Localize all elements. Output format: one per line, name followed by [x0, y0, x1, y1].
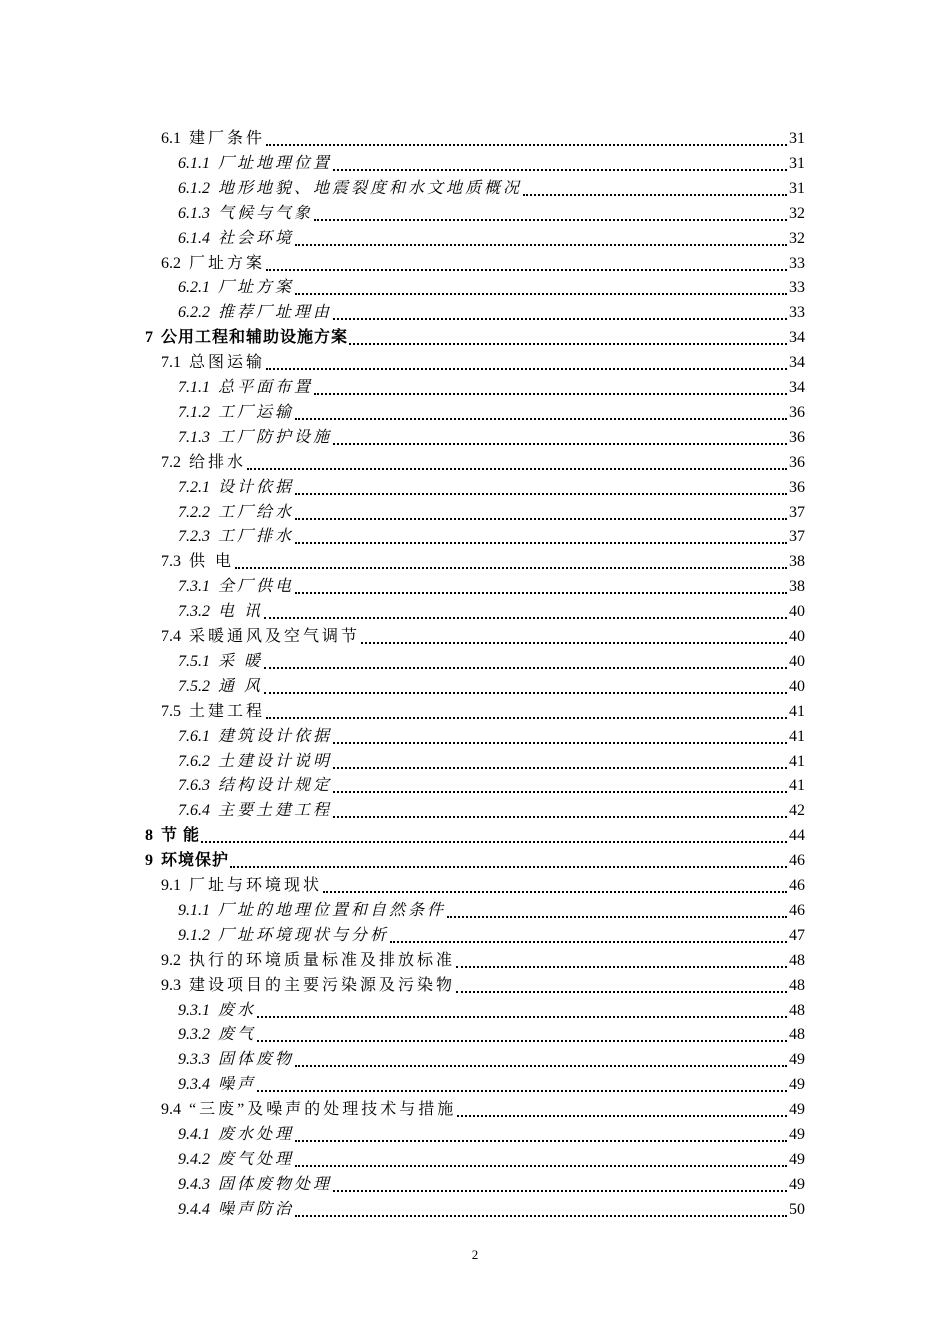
toc-entry[interactable] [178, 423, 805, 448]
toc-entry-title: 固体废物 [218, 1051, 295, 1069]
toc-entry[interactable] [178, 149, 805, 174]
toc-entry[interactable] [161, 448, 805, 473]
toc-entry-title: 工厂给水 [218, 503, 295, 521]
toc-entry-title: 采 暖 [218, 652, 264, 670]
toc-entry-number: 7.6.1 [178, 727, 210, 745]
dot-leader [266, 707, 787, 719]
toc-entry-page: 46 [789, 852, 805, 870]
toc-entry-page: 32 [789, 204, 805, 222]
toc-entry[interactable] [145, 323, 805, 348]
toc-entry[interactable] [145, 846, 805, 871]
toc-entry-title: 工厂排水 [218, 528, 295, 546]
toc-entry[interactable] [161, 971, 805, 996]
dot-leader [295, 582, 787, 594]
dot-leader [361, 632, 787, 644]
toc-entry[interactable] [178, 398, 805, 423]
dot-leader [247, 458, 787, 470]
toc-entry-number: 7.3.2 [178, 603, 210, 621]
toc-entry-number: 7.3 [161, 553, 181, 571]
toc-entry[interactable] [178, 174, 805, 199]
dot-leader [295, 408, 787, 420]
toc-entry-page: 33 [789, 304, 805, 322]
toc-entry[interactable] [178, 597, 805, 622]
toc-entry-title: 总图运输 [189, 354, 266, 372]
dot-leader [264, 607, 787, 619]
toc-entry[interactable] [178, 498, 805, 523]
toc-entry-title: 工厂防护设施 [218, 428, 333, 446]
toc-entry-page: 50 [789, 1200, 805, 1218]
toc-entry[interactable] [161, 622, 805, 647]
toc-entry[interactable] [178, 647, 805, 672]
toc-entry-page: 34 [789, 354, 805, 372]
dot-leader [333, 781, 787, 793]
dot-leader [295, 283, 787, 295]
toc-entry-title: 废气处理 [218, 1150, 295, 1168]
toc-entry-page: 33 [789, 254, 805, 272]
toc-entry[interactable] [178, 298, 805, 323]
toc-entry-page: 49 [789, 1150, 805, 1168]
toc-entry-number: 9.4.3 [178, 1175, 210, 1193]
toc-entry[interactable] [178, 1020, 805, 1045]
toc-entry-page: 31 [789, 130, 805, 147]
toc-entry-number: 7.6.4 [178, 802, 210, 820]
toc-entry[interactable] [178, 572, 805, 597]
dot-leader [333, 159, 787, 171]
toc-entry[interactable] [161, 249, 805, 274]
toc-entry[interactable] [161, 871, 805, 896]
toc-entry-page: 49 [789, 1175, 805, 1193]
dot-leader [456, 956, 787, 968]
dot-leader [333, 806, 787, 818]
toc-entry-number: 7.5.2 [178, 677, 210, 695]
toc-entry[interactable] [178, 996, 805, 1021]
toc-entry-number: 6.1.4 [178, 229, 210, 247]
toc-entry-page: 34 [789, 329, 805, 347]
toc-entry[interactable] [161, 1095, 805, 1120]
toc-entry[interactable] [178, 1045, 805, 1070]
toc-entry[interactable] [161, 348, 805, 373]
toc-entry-page: 40 [789, 603, 805, 621]
toc-entry-number: 6.2 [161, 254, 181, 272]
toc-entry-number: 9.3.3 [178, 1051, 210, 1069]
toc-entry[interactable] [178, 1070, 805, 1095]
toc-entry-number: 7.6.2 [178, 752, 210, 770]
toc-entry-page: 41 [789, 727, 805, 745]
page-number: 2 [471, 1247, 479, 1262]
toc-entry-title: 给排水 [189, 453, 247, 471]
toc-entry-title: 执行的环境质量标准及排放标准 [189, 951, 456, 969]
toc-entry-title: 采暖通风及空气调节 [189, 628, 361, 645]
toc-entry-page: 37 [789, 503, 805, 521]
toc-entry-number: 7.2.2 [178, 503, 210, 521]
toc-entry-title: 废气 [218, 1026, 257, 1044]
toc-entry-title: 厂址方案 [218, 279, 295, 297]
toc-entry[interactable] [178, 896, 805, 921]
toc-entry-number: 7 [145, 329, 153, 347]
toc-entry[interactable] [178, 921, 805, 946]
toc-entry[interactable] [178, 672, 805, 697]
toc-entry-number: 9.3.2 [178, 1026, 210, 1044]
toc-entry-title: 气候与气象 [218, 204, 314, 222]
dot-leader [295, 508, 787, 520]
toc-entry-page: 36 [789, 453, 805, 471]
toc-entry-number: 7.4 [161, 628, 181, 645]
toc-entry-page: 38 [789, 553, 805, 571]
toc-entry-number: 7.3.1 [178, 578, 210, 596]
toc-entry-number: 7.1 [161, 354, 181, 372]
toc-entry-title: 建设项目的主要污染源及污染物 [189, 976, 456, 994]
toc-entry-title: 全厂供电 [218, 578, 295, 596]
toc-entry[interactable] [178, 373, 805, 398]
toc-entry-number: 6.1 [161, 130, 181, 147]
dot-leader [257, 1080, 787, 1092]
toc-entry[interactable] [178, 522, 805, 547]
toc-entry-title: 公用工程和辅助设施方案 [161, 329, 349, 347]
dot-leader [349, 333, 787, 345]
toc-entry[interactable] [161, 124, 805, 149]
toc-entry-title: 通 风 [218, 677, 264, 695]
dot-leader [257, 1030, 787, 1042]
dot-leader [314, 209, 787, 221]
toc-entry-page: 42 [789, 802, 805, 820]
toc-entry-number: 7.6.3 [178, 777, 210, 795]
toc-entry-title: 固体废物处理 [218, 1175, 333, 1193]
toc-entry-page: 36 [789, 428, 805, 446]
toc-entry[interactable] [178, 1170, 805, 1195]
dot-leader [333, 757, 787, 769]
toc-entry[interactable] [161, 697, 805, 722]
toc-entry-page: 36 [789, 403, 805, 421]
toc-entry-page: 48 [789, 1026, 805, 1044]
dot-leader [295, 532, 787, 544]
toc-entry-page: 46 [789, 877, 805, 894]
dot-leader [235, 557, 787, 569]
toc-entry-number: 7.5.1 [178, 652, 210, 670]
toc-entry-title: 土建设计说明 [218, 752, 333, 770]
toc-entry-number: 7.5 [161, 702, 181, 720]
toc-entry-title: 厂址地理位置 [218, 154, 333, 172]
toc-entry-page: 38 [789, 578, 805, 596]
toc-entry-title: 工厂运输 [218, 403, 295, 421]
dot-leader [295, 1155, 787, 1167]
toc-entry-page: 40 [789, 677, 805, 695]
dot-leader [323, 881, 787, 893]
toc-entry[interactable] [178, 722, 805, 747]
toc-entry-number: 6.2.1 [178, 279, 210, 297]
toc-entry-title: 土建工程 [189, 702, 266, 720]
toc-entry-number: 9.3.4 [178, 1076, 210, 1094]
toc-entry-title: 推荐厂址理由 [218, 304, 333, 322]
dot-leader [333, 308, 787, 320]
toc-entry-page: 41 [789, 752, 805, 770]
toc-entry[interactable] [178, 224, 805, 249]
dot-leader [456, 981, 787, 993]
toc-entry-page: 49 [789, 1051, 805, 1069]
dot-leader [333, 1180, 787, 1192]
dot-leader [333, 433, 787, 445]
toc-entry[interactable] [161, 946, 805, 971]
dot-leader [264, 682, 787, 694]
toc-entry-page: 47 [789, 926, 805, 944]
toc-entry-title: 厂址的地理位置和自然条件 [218, 901, 447, 919]
toc-entry-number: 9.4.2 [178, 1150, 210, 1168]
toc-entry[interactable] [178, 1195, 805, 1220]
toc-entry-number: 9.1 [161, 877, 181, 894]
toc-entry[interactable] [178, 747, 805, 772]
toc-entry-number: 9.3 [161, 976, 181, 994]
toc-entry-number: 9.1.2 [178, 926, 210, 944]
toc-entry-page: 34 [789, 379, 805, 396]
toc-entry-number: 7.1.1 [178, 379, 210, 396]
toc-entry-number: 6.1.3 [178, 204, 210, 222]
toc-entry[interactable] [178, 199, 805, 224]
toc-entry-title: 建厂条件 [189, 130, 266, 147]
toc-entry-page: 40 [789, 652, 805, 670]
toc-entry-page: 49 [789, 1101, 805, 1119]
dot-leader [264, 657, 787, 669]
toc-entry[interactable] [178, 1145, 805, 1170]
dot-leader [266, 358, 787, 370]
dot-leader [201, 831, 787, 843]
toc-entry-title: 厂址方案 [189, 254, 266, 272]
dot-leader [333, 732, 787, 744]
toc-entry-title: 废水处理 [218, 1126, 295, 1143]
dot-leader [295, 1205, 787, 1217]
toc-entry-number: 7.2.3 [178, 528, 210, 546]
dot-leader [230, 856, 787, 868]
toc-entry-title: “三废”及噪声的处理技术与措施 [189, 1101, 457, 1119]
toc-entry-title: 主要土建工程 [218, 802, 333, 820]
dot-leader [390, 931, 787, 943]
toc-entry-number: 6.2.2 [178, 304, 210, 322]
dot-leader [295, 1130, 787, 1142]
toc-entry-page: 41 [789, 777, 805, 795]
dot-leader [295, 234, 787, 246]
toc-entry-number: 9.4.1 [178, 1126, 210, 1143]
toc-entry-number: 9.2 [161, 951, 181, 969]
dot-leader [457, 1105, 787, 1117]
toc-entry-page: 31 [789, 154, 805, 172]
toc-entry-page: 33 [789, 279, 805, 297]
toc-entry[interactable] [178, 796, 805, 821]
toc-entry[interactable] [145, 821, 805, 846]
toc-entry-page: 36 [789, 478, 805, 496]
toc-entry-title: 废水 [218, 1001, 257, 1019]
toc-entry-page: 40 [789, 628, 805, 645]
toc-entry-number: 8 [145, 827, 153, 845]
toc-entry-page: 49 [789, 1126, 805, 1143]
toc-entry-title: 总平面布置 [218, 379, 314, 396]
toc-entry-number: 9.4.4 [178, 1200, 210, 1218]
toc-entry[interactable] [178, 771, 805, 796]
toc-entry-page: 48 [789, 1001, 805, 1019]
toc-entry-number: 9.4 [161, 1101, 181, 1119]
toc-entry[interactable] [178, 473, 805, 498]
dot-leader [266, 259, 787, 271]
toc-entry-title: 社会环境 [218, 229, 295, 247]
toc-entry-number: 6.1.2 [178, 179, 210, 197]
toc-entry[interactable] [161, 547, 805, 572]
dot-leader [266, 134, 787, 146]
toc-entry-title: 节 能 [161, 827, 201, 845]
toc-entry[interactable] [178, 273, 805, 298]
toc-entry-title: 电 讯 [218, 603, 264, 621]
toc-entry-page: 37 [789, 528, 805, 546]
toc-entry-page: 48 [789, 951, 805, 969]
dot-leader [447, 906, 787, 918]
toc-entry-page: 49 [789, 1076, 805, 1094]
toc-entry-number: 9.1.1 [178, 901, 210, 919]
toc-entry-title: 厂址与环境现状 [189, 877, 323, 894]
toc-entry-title: 设计依据 [218, 478, 295, 496]
toc-entry-page: 48 [789, 976, 805, 994]
toc-entry-page: 44 [789, 827, 805, 845]
toc-entry-page: 31 [789, 179, 805, 197]
toc-entry-number: 7.1.3 [178, 428, 210, 446]
toc-entry-title: 地形地貌、地震裂度和水文地质概况 [218, 179, 523, 197]
toc-entry-number: 7.2 [161, 453, 181, 471]
toc-entry[interactable] [178, 1120, 805, 1145]
toc-entry-page: 46 [789, 901, 805, 919]
dot-leader [523, 184, 787, 196]
toc-entry-number: 9 [145, 852, 153, 870]
toc-entry-title: 噪声防治 [218, 1200, 295, 1218]
toc-entry-title: 环境保护 [161, 852, 230, 870]
dot-leader [257, 1006, 787, 1018]
toc-entry-page: 32 [789, 229, 805, 247]
toc-entry-number: 6.1.1 [178, 154, 210, 172]
toc-entry-number: 7.2.1 [178, 478, 210, 496]
toc-entry-title: 结构设计规定 [218, 777, 333, 795]
toc-entry-number: 9.3.1 [178, 1001, 210, 1019]
toc-entry-number: 7.1.2 [178, 403, 210, 421]
toc-entry-title: 噪声 [218, 1076, 257, 1094]
dot-leader [295, 1055, 787, 1067]
toc-entry-title: 建筑设计依据 [218, 727, 333, 745]
dot-leader [314, 383, 787, 395]
toc-entry-page: 41 [789, 702, 805, 720]
toc-entry-title: 供 电 [189, 553, 235, 571]
toc-entry-title: 厂址环境现状与分析 [218, 926, 390, 944]
dot-leader [295, 483, 787, 495]
